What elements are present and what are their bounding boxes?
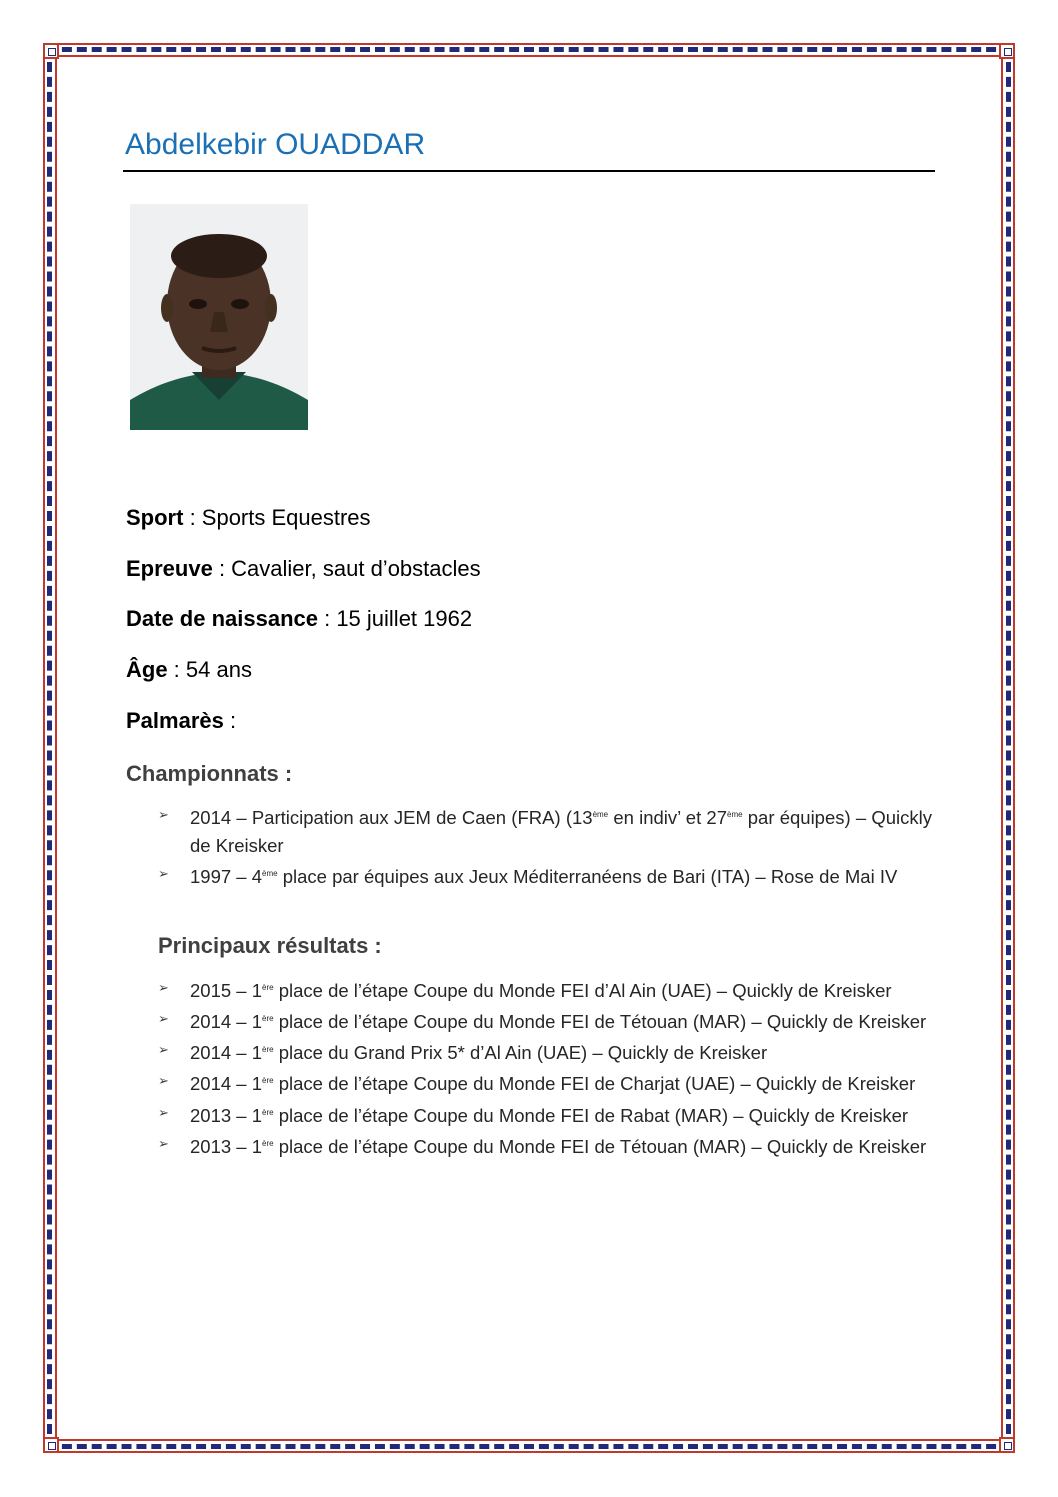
athlete-portrait — [130, 204, 308, 430]
field-label: Date de naissance — [126, 606, 318, 631]
section-heading-resultats: Principaux résultats : — [158, 933, 382, 958]
section-heading-championnats: Championnats : — [126, 761, 293, 786]
list-item: ➢ 2013 – 1ère place de l’étape Coupe du Monde FEI de Rabat (MAR) – Quickly de Kreisker — [158, 1099, 932, 1130]
resultats-list — [158, 974, 932, 1161]
field-label: Sport — [126, 505, 184, 530]
list-item: ➢ 1997 – 4ème place par équipes aux Jeux Méditerranéens de Bari (ITA) – Rose de Mai IV — [158, 860, 932, 891]
list-item: ➢ 2014 – 1ère place du Grand Prix 5* d’Al Ain (UAE) – Quickly de Kreisker — [158, 1036, 932, 1067]
border-corner-ornament — [43, 43, 59, 59]
championnats-list — [158, 801, 932, 891]
arrowhead-bullet-icon: ➢ — [158, 980, 169, 995]
field-value: : 54 ans — [167, 657, 252, 682]
title-underline — [123, 170, 935, 172]
field-date-naissance — [126, 606, 472, 632]
list-item: ➢ 2013 – 1ère place de l’étape Coupe du Monde FEI de Tétouan (MAR) – Quickly de Kreisker — [158, 1130, 932, 1161]
arrowhead-bullet-icon: ➢ — [158, 1135, 169, 1151]
arrowhead-bullet-icon: ➢ — [158, 807, 169, 822]
border-corner-ornament — [43, 1437, 59, 1453]
border-corner-ornament — [999, 43, 1015, 59]
list-item: ➢ 2014 – 1ère place de l’étape Coupe du Monde FEI de Tétouan (MAR) – Quickly de Kreisker — [158, 1005, 932, 1036]
field-label: Epreuve — [126, 556, 213, 581]
field-value: : 15 juillet 1962 — [317, 606, 473, 631]
list-item: ➢ 2015 – 1ère place de l’étape Coupe du Monde FEI d’Al Ain (UAE) – Quickly de Kreisker — [158, 974, 932, 1005]
field-value: : Sports Equestres — [183, 505, 371, 530]
arrowhead-bullet-icon: ➢ — [158, 1011, 169, 1027]
arrowhead-bullet-icon: ➢ — [158, 866, 169, 882]
list-item: ➢ 2014 – 1ère place de l’étape Coupe du Monde FEI de Charjat (UAE) – Quickly de Kreisker — [158, 1067, 932, 1098]
athlete-name: Abdelkebir OUADDAR — [125, 128, 426, 161]
field-sport — [126, 505, 371, 531]
field-value: : Cavalier, saut d’obstacles — [212, 556, 481, 581]
arrowhead-bullet-icon: ➢ — [158, 1073, 169, 1089]
field-epreuve — [126, 556, 481, 582]
border-corner-ornament — [999, 1437, 1015, 1453]
field-label: Âge — [126, 657, 168, 682]
field-age — [126, 657, 252, 683]
arrowhead-bullet-icon: ➢ — [158, 1042, 169, 1058]
field-value: : — [223, 708, 237, 733]
list-item: ➢ 2014 – Participation aux JEM de Caen (FRA) (13ème en indiv’ et 27ème par équipes) – Quickly de Kreisker — [158, 801, 932, 860]
arrowhead-bullet-icon: ➢ — [158, 1104, 169, 1120]
field-palmares — [126, 708, 236, 734]
field-label: Palmarès — [126, 708, 224, 733]
